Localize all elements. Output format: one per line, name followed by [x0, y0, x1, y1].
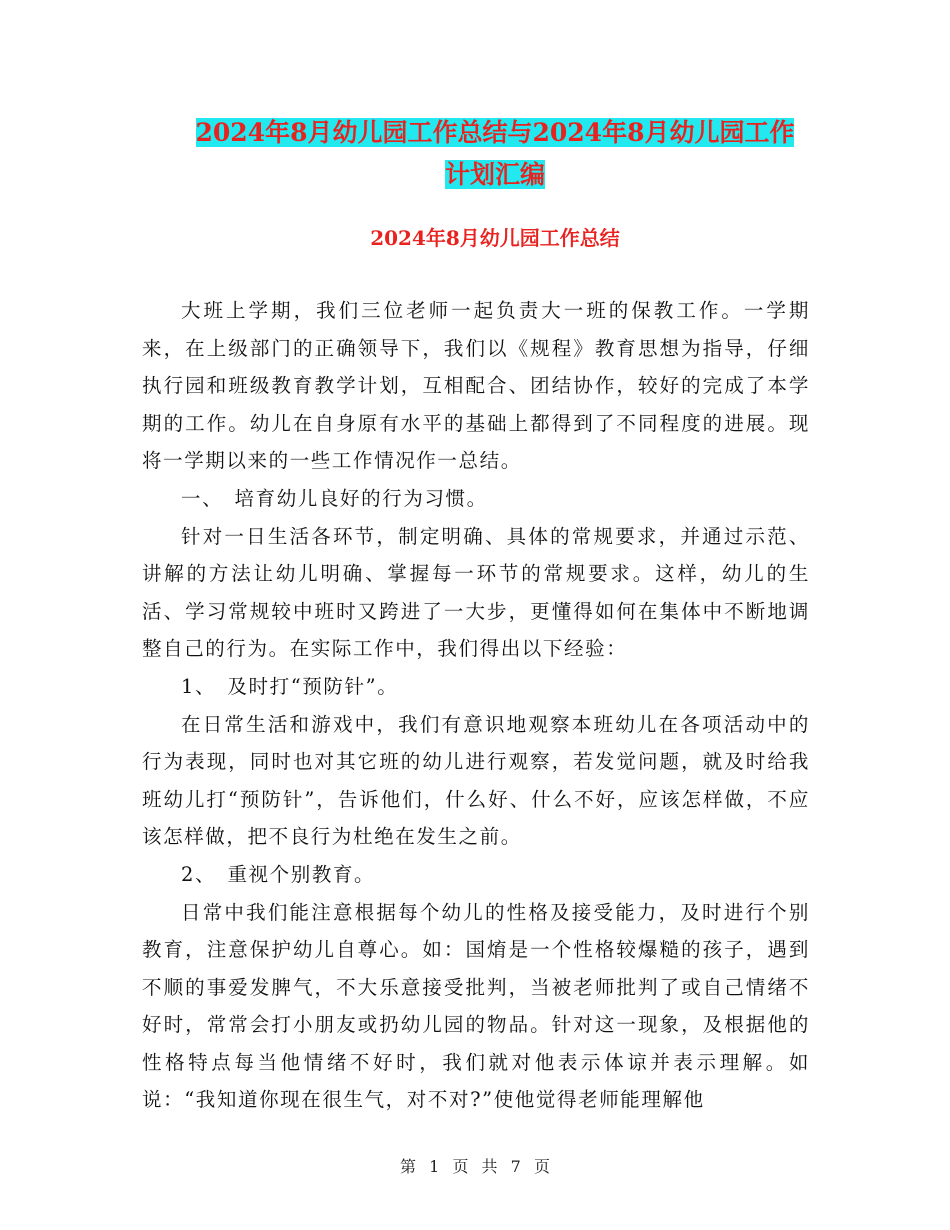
- footer-total-pages: 7: [510, 1157, 521, 1176]
- paragraph: 2、 重视个别教育。: [181, 862, 376, 886]
- footer-mid: 页: [452, 1157, 469, 1176]
- page-footer: [0, 1154, 950, 1177]
- document-body: [142, 292, 810, 1119]
- document-title: [140, 112, 850, 196]
- paragraph: 针对一日生活各环节，制定明确、具体的常规要求，并通过示范、讲解的方法让幼儿明确、掌握每一环节的常规要求。这样，幼儿的生活、学习常规较中班时又跨进了一大步，更懂得如何在集体中不断地调整自己的行为。在实际工作中，我们得出以下经验：: [142, 524, 810, 661]
- title-line-1: 2024年8月幼儿园工作总结与2024年8月幼儿园工作: [195, 118, 795, 147]
- footer-current-page: 1: [429, 1157, 440, 1176]
- footer-prefix: 第: [400, 1157, 417, 1176]
- title-line-2: 计划汇编: [444, 160, 545, 189]
- paragraph: 在日常生活和游戏中，我们有意识地观察本班幼儿在各项活动中的行为表现，同时也对其它班的幼儿进行观察，若发觉问题，就及时给我班幼儿打“预防针”，告诉他们，什么好、什么不好，应该怎样做，不应该怎样做，把不良行为杜绝在发生之前。: [142, 712, 810, 849]
- footer-suffix: 页: [533, 1157, 550, 1176]
- footer-total-prefix: 共: [481, 1157, 498, 1176]
- paragraph: 日常中我们能注意根据每个幼儿的性格及接受能力，及时进行个别教育，注意保护幼儿自尊心。如：国焴是一个性格较爆糙的孩子，遇到不顺的事爱发脾气，不大乐意接受批判，当被老师批判了或自己情绪不好时，常常会打小朋友或扔幼儿园的物品。针对这一现象，及根据他的性格特点每当他情绪不好时，我们就对他表示体谅并表示理解。如说：“我知道你现在很生气，对不对?”使他觉得老师能理解他: [142, 900, 810, 1112]
- paragraph: 大班上学期，我们三位老师一起负责大一班的保教工作。一学期来，在上级部门的正确领导下，我们以《规程》教育思想为指导，仔细执行园和班级教育教学计划，互相配合、团结协作，较好的完成了本学期的工作。幼儿在自身原有水平的基础上都得到了不同程度的进展。现将一学期以来的一些工作情况作一总结。: [142, 299, 810, 473]
- paragraph: 1、 及时打“预防针”。: [181, 674, 399, 698]
- paragraph: 一、 培育幼儿良好的行为习惯。: [181, 486, 488, 510]
- section-title: 2024年8月幼儿园工作总结: [370, 226, 620, 250]
